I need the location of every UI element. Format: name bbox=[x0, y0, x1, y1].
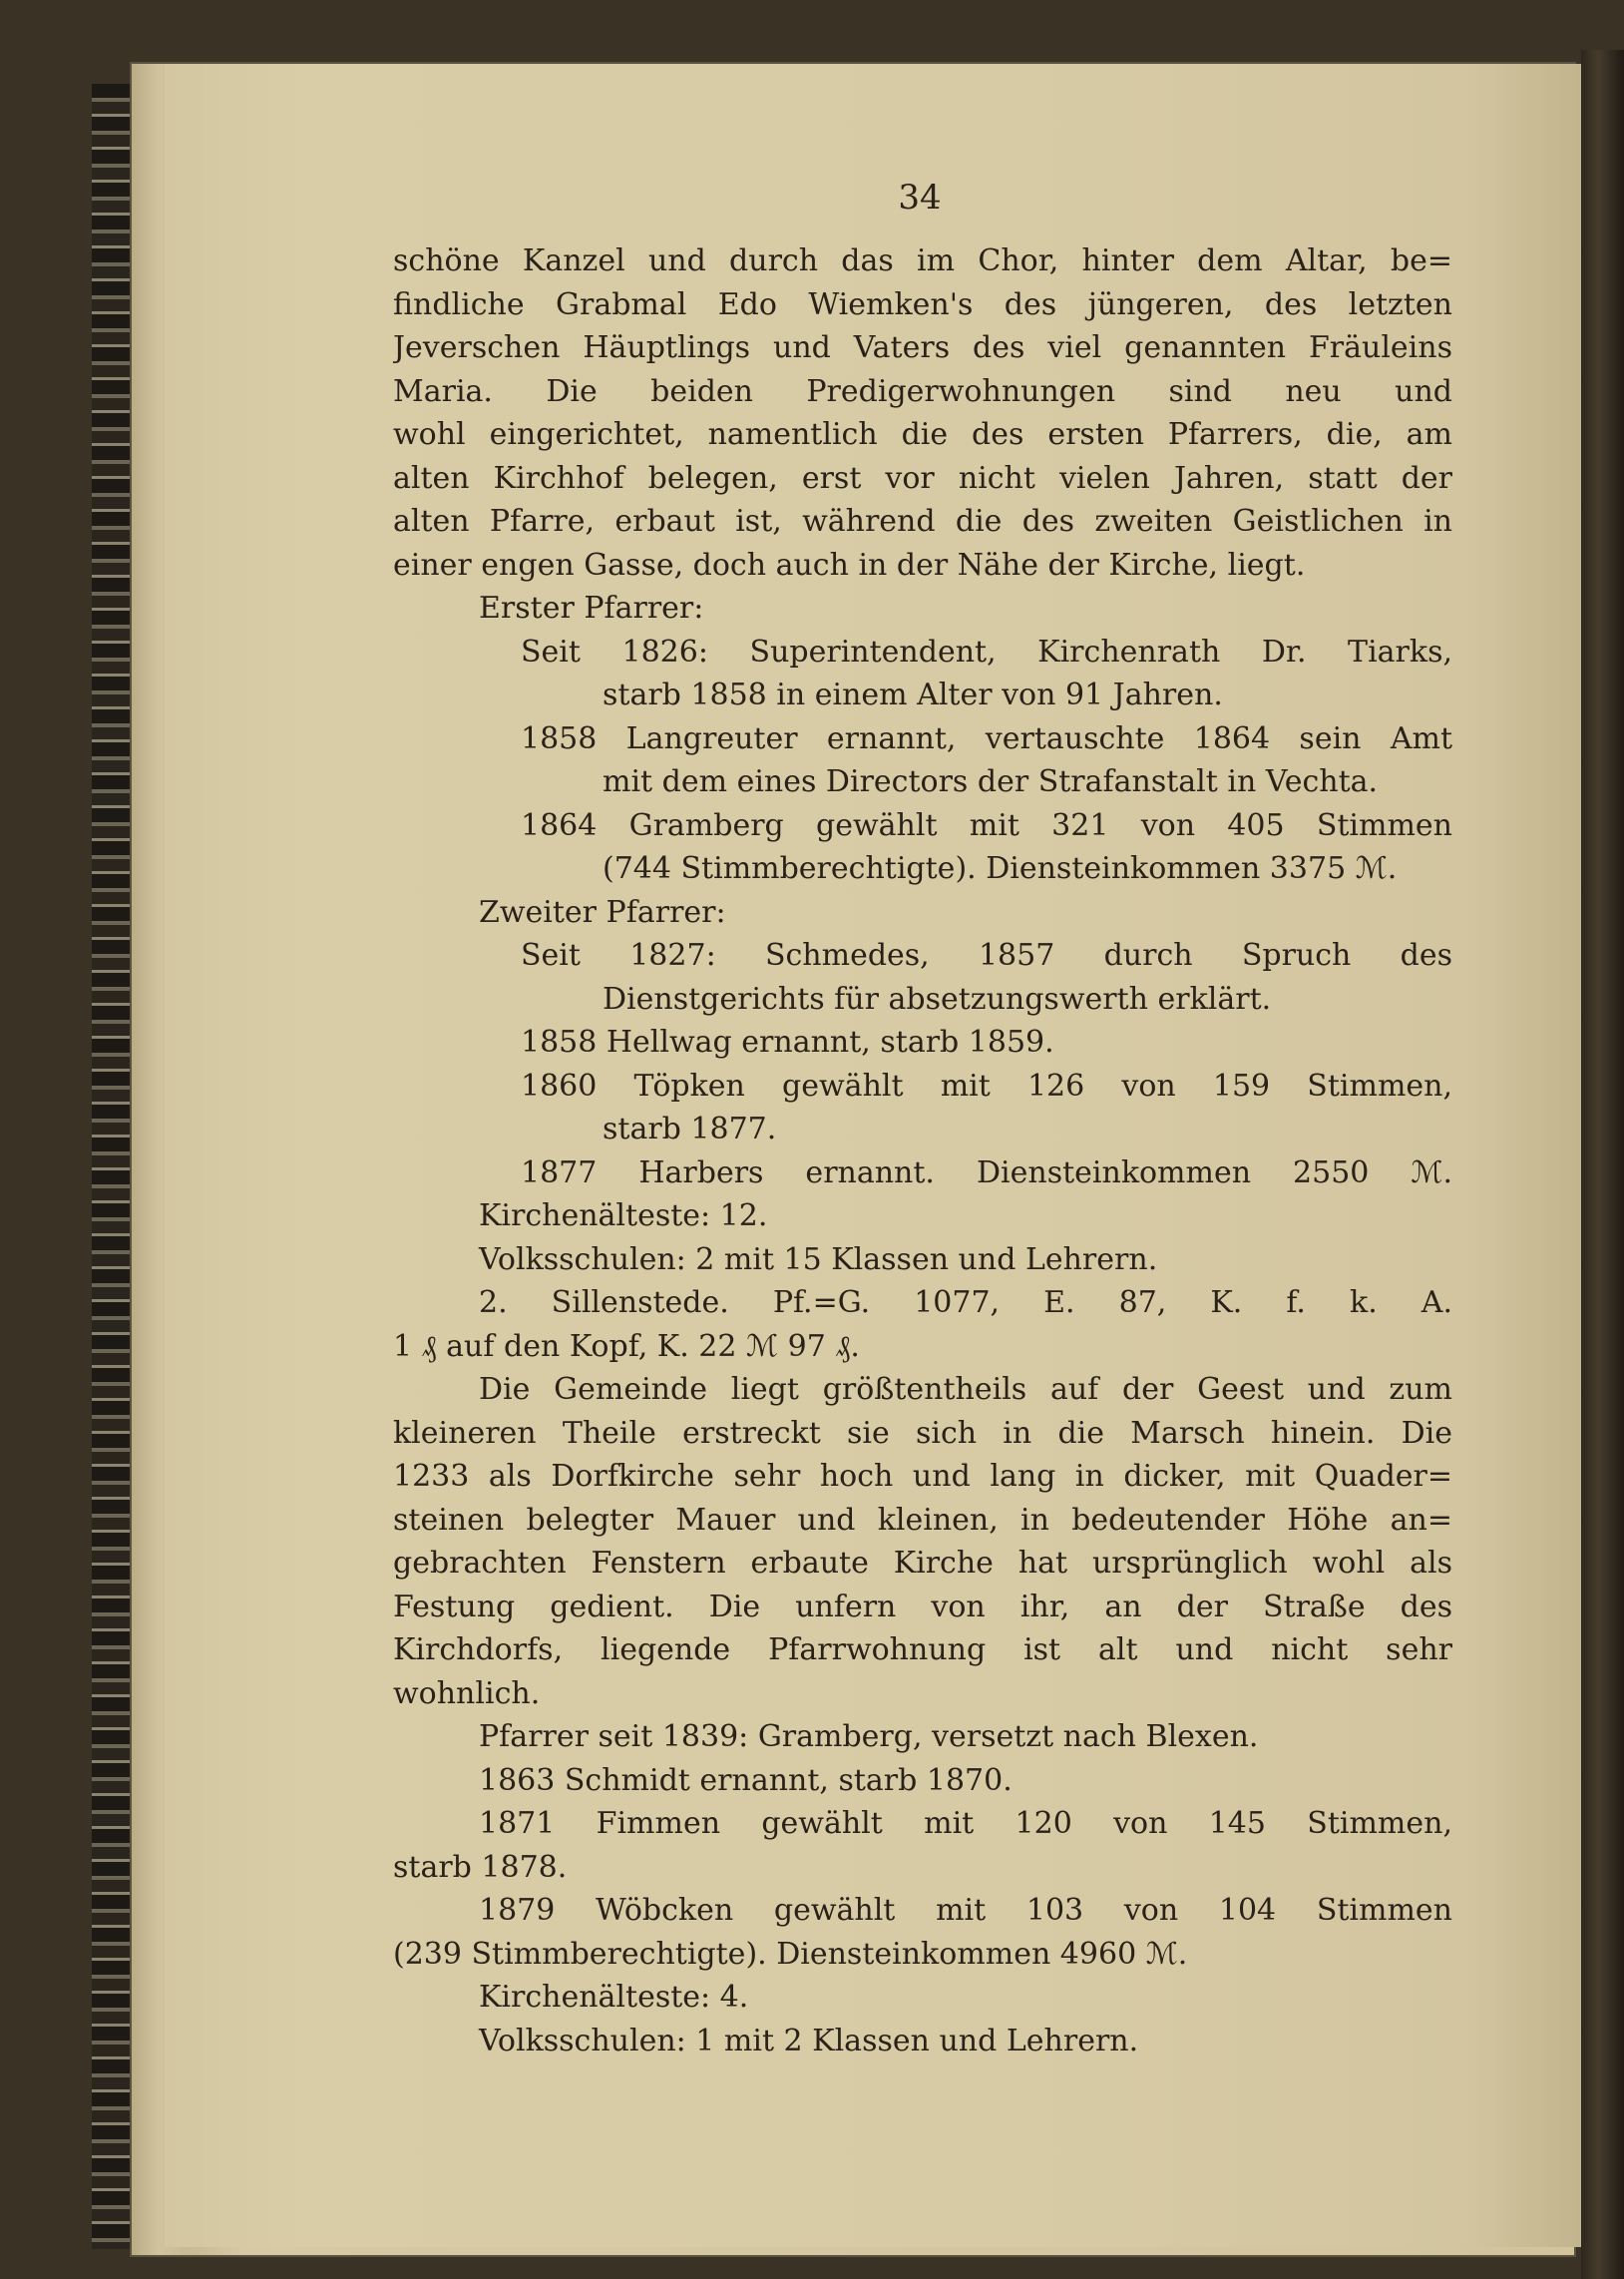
text-line: Maria. Die beiden Predigerwohnungen sind neu und bbox=[393, 373, 1452, 409]
right-margin-shadow bbox=[1581, 50, 1624, 2279]
text-line: steinen belegter Mauer und kleinen, in bedeutender Höhe an= bbox=[393, 1502, 1452, 1538]
text-line: 1 ₰ auf den Kopf, K. 22 ℳ 97 ₰. bbox=[393, 1328, 860, 1364]
text-line: Die Gemeinde liegt größtentheils auf der Geest und zum bbox=[479, 1372, 1452, 1407]
section-heading-second-pastor: Zweiter Pfarrer: bbox=[479, 894, 726, 930]
text-line: einer engen Gasse, doch auch in der Nähe der Kirche, liegt. bbox=[393, 547, 1306, 583]
text-line: starb 1858 in einem Alter von 91 Jahren. bbox=[603, 678, 1223, 712]
text-line: 1863 Schmidt ernannt, starb 1870. bbox=[479, 1762, 1013, 1798]
text-line: Pfarrer seit 1839: Gramberg, versetzt nach Blexen. bbox=[479, 1719, 1259, 1754]
text-line: 1858 Hellwag ernannt, starb 1859. bbox=[521, 1025, 1054, 1060]
text-line: kleineren Theile erstreckt sie sich in die Marsch hinein. Die bbox=[393, 1415, 1452, 1451]
text-line: 1864 Gramberg gewählt mit 321 von 405 Stimmen bbox=[521, 807, 1452, 843]
page-number: 34 bbox=[898, 178, 942, 218]
text-line: mit dem eines Directors der Strafanstalt in Vechta. bbox=[603, 764, 1379, 799]
text-line: alten Pfarre, erbaut ist, während die des zweiten Geistlichen in bbox=[393, 504, 1452, 539]
text-line: 1858 Langreuter ernannt, vertauschte 1864 sein Amt bbox=[521, 720, 1452, 756]
text-line: starb 1877. bbox=[603, 1112, 777, 1146]
text-line: schöne Kanzel und durch das im Chor, hinter dem Altar, be= bbox=[393, 243, 1452, 278]
text-line: Kirchenälteste: 12. bbox=[479, 1198, 768, 1233]
text-line: 1871 Fimmen gewählt mit 120 von 145 Stimmen, bbox=[479, 1806, 1452, 1841]
book-binding bbox=[92, 84, 130, 2249]
text-line: Seit 1826: Superintendent, Kirchenrath Dr. Tiarks, bbox=[521, 634, 1452, 670]
text-line: 1233 als Dorfkirche sehr hoch und lang in dicker, mit Quader= bbox=[393, 1459, 1452, 1494]
text-line: Jeverschen Häuptlings und Vaters des viel genannten Fräuleins bbox=[393, 330, 1452, 365]
text-line: Seit 1827: Schmedes, 1857 durch Spruch des bbox=[521, 938, 1452, 973]
text-line: gebrachten Fenstern erbaute Kirche hat ursprünglich wohl als bbox=[393, 1546, 1452, 1581]
text-line: alten Kirchhof belegen, erst vor nicht vielen Jahren, statt der bbox=[393, 460, 1452, 496]
text-line: wohl eingerichtet, namentlich die des ersten Pfarrers, die, am bbox=[393, 417, 1452, 452]
text-line: Volksschulen: 2 mit 15 Klassen und Lehrern. bbox=[479, 1241, 1158, 1277]
text-line: 1877 Harbers ernannt. Diensteinkommen 2550 ℳ. bbox=[521, 1154, 1452, 1190]
text-line: Kirchenälteste: 4. bbox=[479, 1980, 749, 2015]
text-line: Festung gedient. Die unfern von ihr, an der Straße des bbox=[393, 1589, 1452, 1624]
text-line: Kirchdorfs, liegende Pfarrwohnung ist alt und nicht sehr bbox=[393, 1632, 1452, 1667]
text-line: wohnlich. bbox=[393, 1675, 541, 1711]
section-heading-first-pastor: Erster Pfarrer: bbox=[479, 591, 704, 626]
text-line: starb 1878. bbox=[393, 1849, 568, 1885]
text-line: findliche Grabmal Edo Wiemken's des jüngeren, des letzten bbox=[393, 286, 1452, 322]
page-body-text bbox=[393, 239, 1452, 2062]
text-line: (744 Stimmberechtigte). Diensteinkommen 3375 ℳ. bbox=[603, 851, 1398, 886]
text-line: Volksschulen: 1 mit 2 Klassen und Lehrern. bbox=[479, 2023, 1139, 2058]
text-line: 1860 Töpken gewählt mit 126 von 159 Stimmen, bbox=[521, 1068, 1452, 1104]
text-line: Dienstgerichts für absetzungswerth erklärt. bbox=[603, 981, 1272, 1017]
text-line: (239 Stimmberechtigte). Diensteinkommen 4960 ℳ. bbox=[393, 1936, 1188, 1972]
text-line: 1879 Wöbcken gewählt mit 103 von 104 Stimmen bbox=[479, 1893, 1452, 1928]
section-heading-sillenstede: 2. Sillenstede. Pf.=G. 1077, E. 87, K. f. k. A. bbox=[479, 1285, 1452, 1320]
